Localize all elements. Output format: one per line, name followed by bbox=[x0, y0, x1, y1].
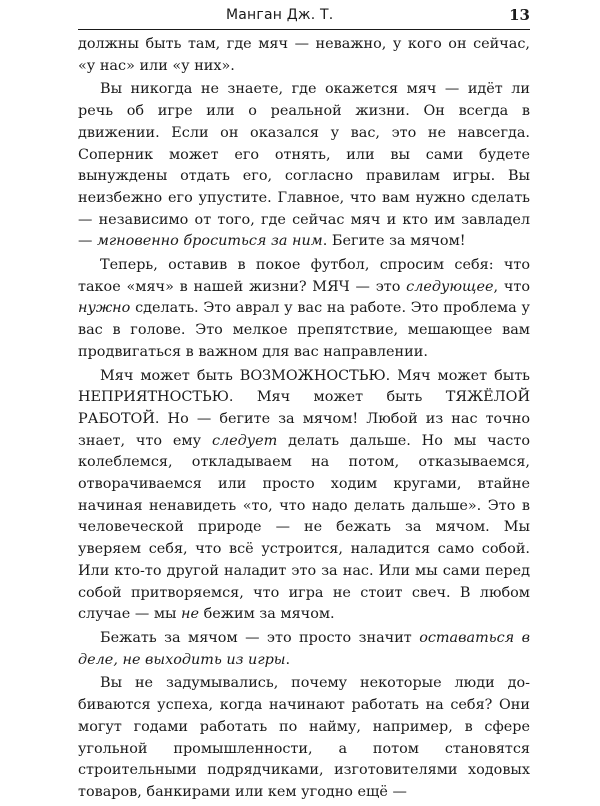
paragraph bbox=[78, 79, 530, 253]
emphasis-text: оставаться в деле, не выходить из игры bbox=[78, 629, 530, 668]
paragraph bbox=[78, 628, 530, 671]
body-text bbox=[78, 34, 530, 806]
paragraph-text: Бежать за мячом — это просто значит bbox=[100, 629, 420, 646]
paragraph-text: делать дальше. Но мы часто колеблемся, откладываем на потом, отказываемся, отворачиваемся или просто ходим кругами, втайне начиная ненавидеть «то, что надо делать дальше». Это в человеческой природе — не бежать за мячом. Мы уверяем себя, что всё устроится, наладится само собой. Или кто-то другой наладит это за нас. Или мы сами перед собой притворяемся, что игра не стоит свеч. В любом случае — мы bbox=[78, 432, 530, 623]
paragraph-text: сделать. Это аврал у вас на работе. Это проблема у вас в голове. Это мелкое препятствие, мешающее вам продвигаться в важном для вас направлении. bbox=[78, 300, 530, 360]
paragraph bbox=[78, 34, 530, 77]
paragraph bbox=[78, 366, 530, 626]
paragraph bbox=[78, 673, 530, 803]
emphasis-text: не bbox=[181, 606, 200, 623]
paragraph-text: Вы никогда не знаете, где окажется мяч — идёт ли речь об игре или о реальной жизни. Он всегда в движении. Если он оказался у вас, это не навсегда. Соперник может его отнять, или вы сами будете вынуждены отдать его, согласно правилам игры. Вы неизбежно его упустите. Главное, что вам нужно сделать — независимо от того, где сейчас мяч и кто им завладел — bbox=[78, 81, 530, 250]
emphasis-text: мгновенно броситься за ним bbox=[96, 233, 323, 250]
paragraph-text: . Бегите за мячом! bbox=[322, 233, 466, 250]
paragraph bbox=[78, 255, 530, 364]
page-number: 13 bbox=[509, 6, 530, 24]
paragraph-text: бежим за мячом. bbox=[199, 606, 335, 623]
running-title: Манган Дж. Т. bbox=[226, 7, 334, 23]
paragraph-text: Мяч может быть ВОЗМОЖНОСТЬЮ. Мяч может быть НЕПРИЯТНОСТЬЮ. Мяч может быть ТЯЖЁЛОЙ РАБОТОЙ. Но — бегите за мячом! Любой из нас точно знает, что ему bbox=[78, 367, 530, 449]
paragraph-text: Вы не задумывались, почему некоторые люди добиваются успеха, когда начинают работать на себя? Они могут годами работать по найму, например, в сфере угольной промышленности, а потом становятся строительными подрядчиками, изготовителями ходовых товаров, банкирами или кем угодно ещё — bbox=[78, 675, 530, 800]
paragraph-text: должны быть там, где мяч — неважно, у кого он сейчас, «у нас» или «у них». bbox=[78, 36, 530, 74]
paragraph-text: , что bbox=[493, 278, 530, 295]
paragraph-text: . bbox=[285, 651, 291, 668]
running-header bbox=[78, 3, 530, 30]
emphasis-text: нужно bbox=[78, 300, 131, 317]
paragraph-text: Теперь, оставив в покое футбол, спросим себя: что такое «мяч» в нашей жизни? МЯЧ — это bbox=[78, 257, 530, 295]
emphasis-text: следует bbox=[211, 432, 278, 449]
emphasis-text: следующее bbox=[406, 278, 494, 295]
